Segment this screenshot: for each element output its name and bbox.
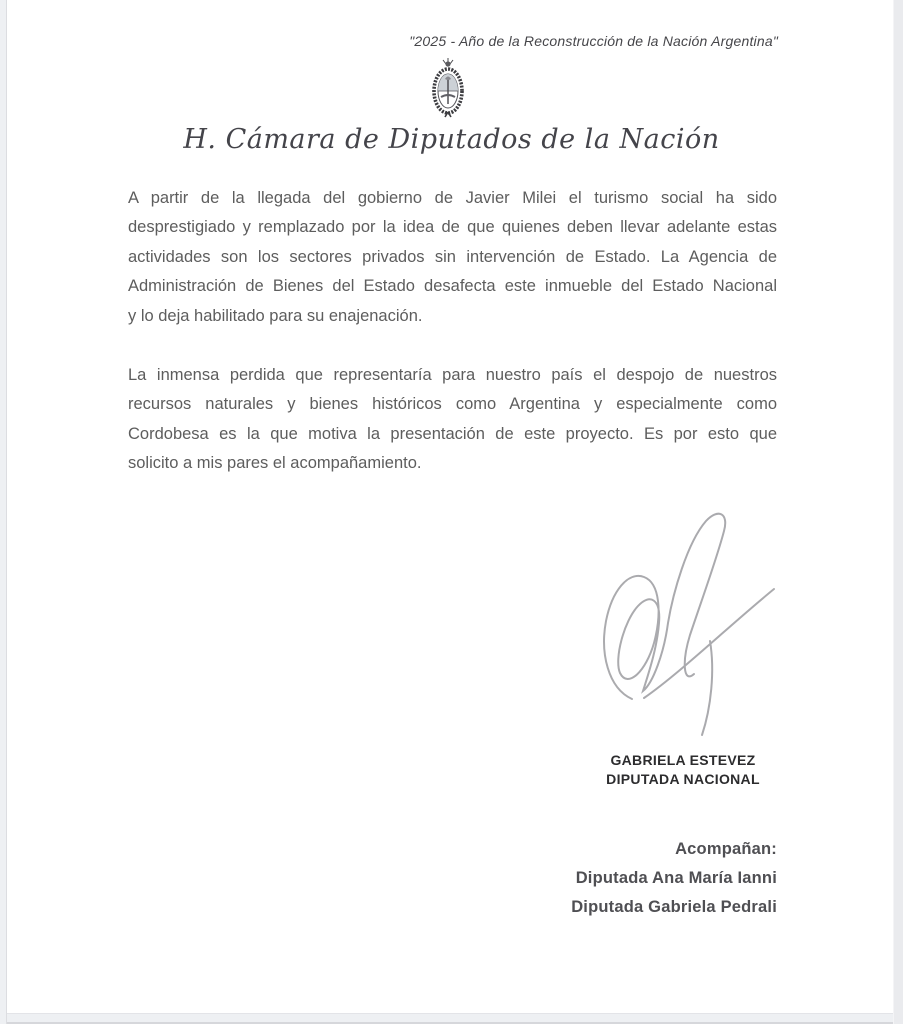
text-line: Diputada Gabriela Pedrali (571, 898, 777, 916)
paragraph-2 (128, 361, 777, 479)
argentina-coat-of-arms-icon (426, 57, 470, 119)
cosigners-block (571, 835, 777, 922)
text-line: Cordobesa es la que motiva la presentación de este proyecto. Es por esto que (128, 424, 777, 443)
text-line: y lo deja habilitado para su enajenación. (128, 306, 423, 325)
text-line: La inmensa perdida que representaría para nuestro país el despojo de nuestros (128, 366, 777, 385)
signer-title: DIPUTADA NACIONAL (606, 770, 760, 787)
signer-name: GABRIELA ESTEVEZ (610, 752, 756, 768)
signature-block (598, 751, 768, 788)
photo-left-edge (0, 0, 7, 1024)
text-line: A partir de la llegada del gobierno de Javier Milei el turismo social ha sido (128, 189, 777, 207)
text-line: desprestigiado y remplazado por la idea de que quienes deben llevar adelante estas (128, 218, 777, 237)
text-line: Diputada Ana María Ianni (575, 869, 777, 887)
sun-rays (443, 58, 453, 67)
photo-bottom-edge (0, 1013, 903, 1024)
letterhead-title: H. Cámara de Diputados de la Nación (183, 124, 720, 155)
text-line: recursos naturales y bienes históricos como Argentina y especialmente como (128, 395, 777, 414)
cosigner-names (571, 864, 777, 922)
photo-right-edge (893, 0, 903, 1024)
text-line: solicito a mis pares el acompañamiento. (128, 454, 422, 473)
year-dedication: "2025 - Año de la Reconstrucción de la Nación Argentina" (409, 33, 778, 49)
text-line: Administración de Bienes del Estado desafecta este inmueble del Estado Nacional (128, 277, 777, 296)
text-line: actividades son los sectores privados sin intervención de Estado. La Agencia de (128, 247, 777, 266)
handwritten-signature (598, 503, 778, 748)
cosigners-heading: Acompañan: (675, 840, 777, 858)
paragraph-1 (128, 184, 777, 331)
letter-body (128, 184, 777, 509)
